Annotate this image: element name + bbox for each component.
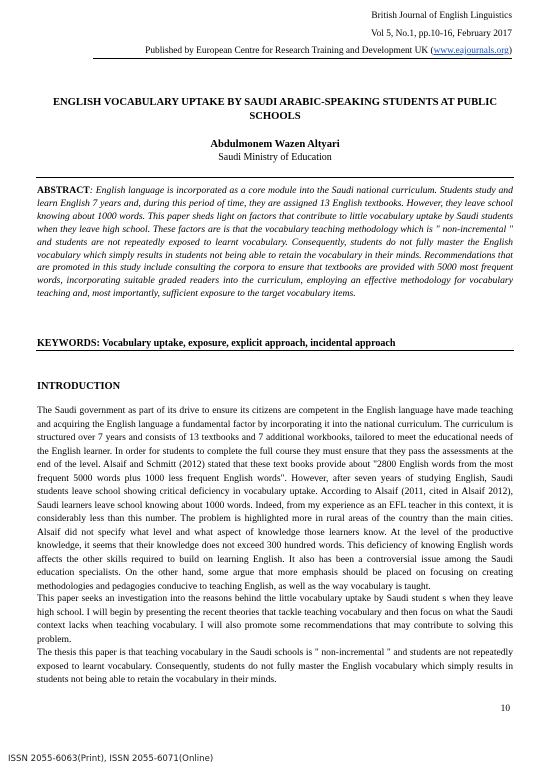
journal-link[interactable]: www.eajournals.org — [433, 46, 509, 56]
author-name: Abdulmonem Wazen Altyari — [210, 139, 340, 150]
abstract-label: ABSTRACT — [37, 185, 90, 196]
paragraph-2: This paper seeks an investigation into the reasons behind the little vocabulary uptake by Saudi student s when they leave high school. I will begin by presenting the recent theories that tackle teaching vocabulary and then focus on what the Saudi context lacks when teaching vocabulary. I will also promote some recommendations that may contribute to solving this problem. — [37, 593, 513, 645]
issn-footer: ISSN 2055-6063(Print), ISSN 2055-6071(Online) — [8, 754, 214, 764]
article-title: ENGLISH VOCABULARY UPTAKE BY SAUDI ARABIC-SPEAKING STUDENTS AT PUBLIC SCHOOLS — [52, 97, 498, 122]
author-affiliation: Saudi Ministry of Education — [218, 152, 332, 163]
abstract-text: : English language is incorporated as a core module into the Saudi national curriculum. Students study and learn English 7 years and, during this period of time, they are assigned 13 English textbooks. However, they leave school knowing about 1000 words. This paper sheds light on factors that contribute to little vocabulary uptake by Saudi students when they leave high school. These factors are is that the vocabulary teaching methodology which is " non-incremental " and students are not repeatedly exposed to learnt vocabulary. Consequently, students do not fully master the English vocabulary which simply results in students not being able to retain the vocabulary in their minds. Recommendations that are promoted in this study include consulting the corpora to ensure that textbooks are provided with 5000 most frequent words, incorporating suitable graded readers into the curriculum, employing an effective methodology for vocabulary teaching and, most importantly, sufficient exposure to the target vocabulary items. — [37, 185, 513, 300]
publisher-suffix: ) — [508, 46, 512, 56]
section-heading: INTRODUCTION — [37, 381, 121, 392]
keywords-bottom-rule — [36, 350, 514, 351]
paragraph-3: The thesis this paper is that teaching vocabulary in the Saudi schools is " non-incremental " and students are not repeatedly exposed to learnt vocabulary. Consequently, students do not fully master the English vocabulary which simply results in students not being able to retain the vocabulary in their minds. — [37, 647, 513, 685]
publisher-prefix: Published by European Centre for Research Training and Development UK ( — [145, 46, 434, 56]
abstract — [37, 185, 513, 301]
page-number: 10 — [500, 704, 510, 714]
abstract-top-rule — [36, 177, 514, 178]
volume-info: Vol 5, No.1, pp.10-16, February 2017 — [371, 29, 512, 39]
paragraph-1: The Saudi government as part of its drive to ensure its citizens are competent in the English language have made teaching and acquiring the English language a fundamental factor by incorporating it into the national curriculum. The curriculum is structured over 7 years and consists of 13 textbooks and 7 additional workbooks, tailored to meet the educational needs of the English learner. In order for students to complete the full course they must ensure that they pass the assessments at the end of the level. Alsaif and Schmitt (2012) stated that these text books provide about "2800 English words from the most frequent 5000 words plus 1000 less frequent English words". However, after seven years of studying English, Saudi students leave school showing critical deficiency in vocabulary uptake. According to Alsaif (2011, cited in Alsaif 2012), Saudi learners leave school knowing about 1000 words. Indeed, from my experience as an EFL teacher in this context, it is considerably less than this number. The problem is highlighted more in rural areas of the country than the main cities. Alsaif did not specify what level and what aspect of knowledge those learners know. At the level of the productive knowledge, it seems that their knowledge does not exceed 300 hundred words. This deficiency of knowing English words affects the other skills required to build on learning English. It also has been a controversial issue among the Saudi education specialists. On the other hand, some argue that more emphasis should be placed on focusing on creating methodologies and pedagogies conducive to teaching English, as well as the way vocabulary is taught. — [37, 405, 513, 592]
publisher-line — [93, 45, 512, 59]
keywords: KEYWORDS: Vocabulary uptake, exposure, explicit approach, incidental approach — [37, 338, 396, 349]
journal-name: British Journal of English Linguistics — [371, 11, 512, 21]
